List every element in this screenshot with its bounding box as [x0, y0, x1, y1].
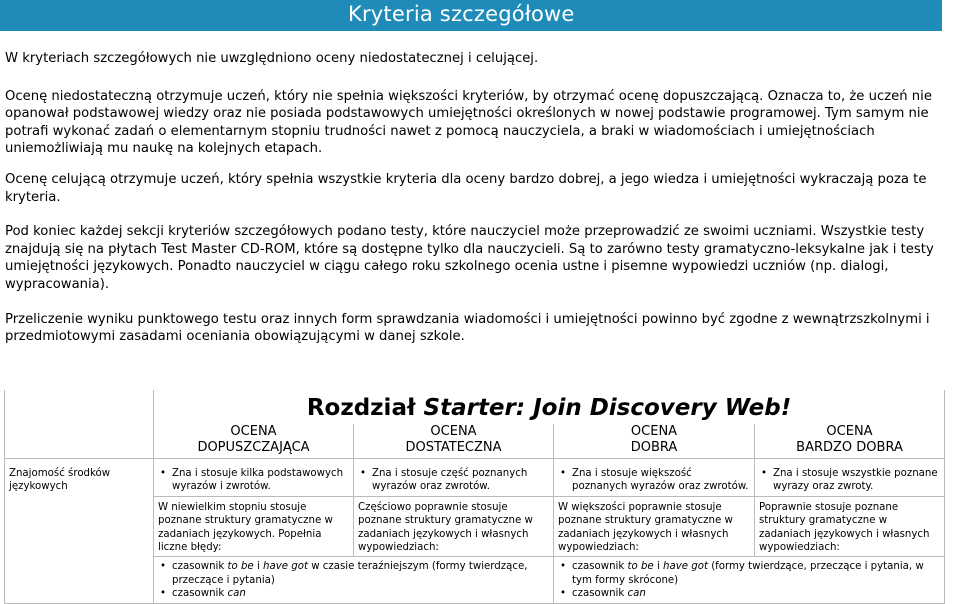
paragraph-scope: W kryteriach szczegółowych nie uwzględniono oceny niedostatecznej i celującej. — [5, 51, 539, 66]
vocab-cell-very-good — [755, 459, 945, 497]
criteria-table — [4, 390, 945, 604]
chapter-title: Rozdział Starter: Join Discovery Web! — [154, 390, 945, 424]
paragraph-excellent-grade: Ocenę celującą otrzymuje uczeń, który spełnia wszystkie kryteria dla oceny bardzo dobrej, a jego wiedza i umiejętności wykraczają poza te kryteria. — [5, 171, 927, 205]
grade-header-very-good: OCENA BARDZO DOBRA — [755, 424, 945, 459]
list-item: • Zna i stosuje kilka podstawowych wyrazów i zwrotów. — [158, 467, 349, 494]
grammar-cell-very-good: Poprawnie stosuje poznane struktury gramatyczne w zadaniach językowych i własnych wypowiedziach: — [755, 496, 945, 557]
grammar-cell-good: W większości poprawnie stosuje poznane struktury gramatyczne w zadaniach językowych i własnych wypowiedziach: — [554, 496, 755, 557]
grammar-list-lower — [154, 557, 554, 603]
paragraph-fail-grade: Ocenę niedostateczną otrzymuje uczeń, który nie spełnia większości kryteriów, by otrzymać ocenę dopuszczającą. Oznacza to, że uczeń nie opanował podstawowej wiedzy oraz nie posiada podstawowych umiejętności określonych w nowej podstawie programowej. Tym samym nie potrafi wykonać zadań o elementarnym stopniu trudności nawet z pomocą nauczyciela, a braki w wiadomościach i umiejętnościach uniemożliwiają mu naukę na kolejnych etapach. — [5, 88, 932, 157]
grammar-cell-satisfactory: Częściowo poprawnie stosuje poznane struktury gramatyczne w zadaniach językowych i własnych wypowiedziach: — [354, 496, 554, 557]
grade-header-good: OCENA DOBRA — [554, 424, 755, 459]
list-item: • czasownik can — [558, 587, 940, 600]
grade-header-satisfactory: OCENA DOSTATECZNA — [354, 424, 554, 459]
grade-header-sufficient: OCENA DOPUSZCZAJĄCA — [154, 424, 354, 459]
grammar-list-upper — [554, 557, 945, 603]
table-corner-lower — [5, 424, 154, 459]
page-title: Kryteria szczegółowe — [348, 2, 575, 26]
paragraph-conversion: Przeliczenie wyniku punktowego testu oraz innych form sprawdzania wiadomości i umiejętności powinno być zgodne z wewnątrzszkolnymi i przedmiotowymi zasadami oceniania obowiązującymi w danej szkole. — [5, 311, 930, 345]
intro-text — [5, 50, 947, 363]
vocab-cell-satisfactory — [354, 459, 554, 497]
list-item: • czasownik to be i have got w czasie teraźniejszym (formy twierdzące, przeczące i pytania) — [158, 560, 549, 587]
grammar-cell-sufficient: W niewielkim stopniu stosuje poznane struktury gramatyczne w zadaniach językowych. Popełnia liczne błędy: — [154, 496, 354, 557]
list-item: • Zna i stosuje część poznanych wyrazów oraz zwrotów. — [358, 467, 549, 494]
vocab-cell-sufficient — [154, 459, 354, 497]
vocab-cell-good — [554, 459, 755, 497]
row-label-language-means: Znajomość środków językowych — [5, 459, 154, 604]
list-item: • Zna i stosuje wszystkie poznane wyrazy oraz zwroty. — [759, 467, 940, 494]
list-item: • czasownik can — [158, 587, 549, 600]
list-item: • czasownik to be i have got (formy twierdzące, przeczące i pytania, w tym formy skrócone) — [558, 560, 940, 587]
table-corner — [5, 390, 154, 424]
list-item: • Zna i stosuje większość poznanych wyrazów oraz zwrotów. — [558, 467, 750, 494]
paragraph-tests: Pod koniec każdej sekcji kryteriów szczegółowych podano testy, które nauczyciel może przeprowadzić ze swoimi uczniami. Wszystkie testy znajdują się na płytach Test Master CD-ROM, które są dostępne tylko dla nauczycieli. Są to zarówno testy gramatyczno-leksykalne jak i testy umiejętności językowych. Ponadto nauczyciel w ciągu całego roku szkolnego ocenia ustne i pisemne wypowiedzi uczniów (np. dialogi, wypracowania). — [5, 224, 934, 292]
header-banner — [0, 0, 942, 31]
